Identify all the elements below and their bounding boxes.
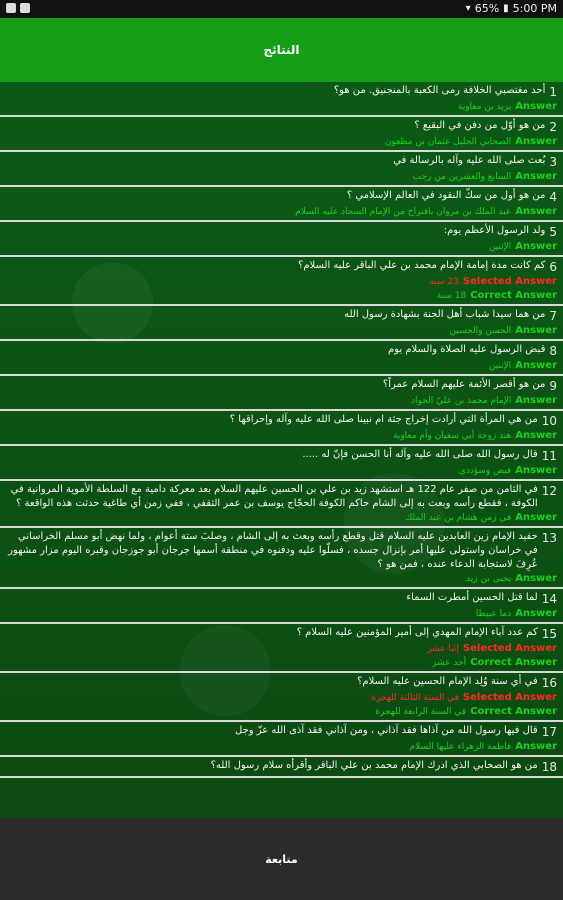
answer-row — [6, 359, 557, 373]
question-line — [6, 675, 557, 691]
question-text: قال رسول الله صلى الله عليه وآله أنا الحسن فإنّ له ..... — [302, 449, 538, 460]
selected-answer-row — [6, 275, 557, 289]
answer-label: Answer — [515, 360, 557, 371]
question-number: 7 — [549, 309, 557, 323]
answer-row — [6, 429, 557, 443]
question-line — [6, 724, 557, 740]
question-text: أحد مغتصبي الخلافة رمى الكعبة بالمنجنيق. من هو؟ — [333, 85, 546, 96]
correct-answer-value: أحد عشر — [432, 658, 467, 668]
answer-label: Answer — [515, 608, 557, 619]
correct-answer-value: في السنة الرابعة للهجرة — [375, 707, 467, 717]
question-line — [6, 626, 557, 642]
question-line — [6, 483, 557, 511]
correct-answer-row — [6, 705, 557, 719]
question-number: 5 — [549, 225, 557, 239]
question-item — [0, 257, 563, 306]
page-title: النتائج — [263, 43, 300, 57]
answer-label: Answer — [515, 741, 557, 752]
answer-label: Answer — [515, 512, 557, 523]
answer-value: دما عبيطا — [475, 609, 512, 619]
question-text: ولد الرسول الأعظم يوم: — [443, 225, 546, 236]
answer-row — [6, 511, 557, 525]
answer-row — [6, 205, 557, 219]
question-text: في الثامن من صفر عام 122 هـ استشهد زيد بن علي بن الحسين عليهم السلام بعد معركة دامية مع السلطة الأموية المروانية في الكوفة ، فقطع رأسه وبعث به إلى الشام حاكم الكوفة الحجّاج يوسف بن عمر الثقفي ، ففي زمن أي طاغية حدثت هذه الواقعة ؟ — [10, 484, 538, 509]
question-line — [6, 308, 557, 324]
notification-icon — [20, 3, 30, 13]
question-line — [6, 259, 557, 275]
correct-answer-label: Correct Answer — [470, 290, 557, 301]
question-item — [0, 376, 563, 411]
continue-button[interactable]: متابعة — [265, 852, 298, 866]
question-text: لما قتل الحسين أمطرت السماء — [406, 592, 538, 603]
answer-value: في زمن هشام بن عبد الملك — [404, 513, 512, 523]
question-item — [0, 446, 563, 481]
answer-value: فيض وسؤددي — [458, 466, 512, 476]
question-number: 2 — [549, 120, 557, 134]
notification-icons — [6, 3, 30, 13]
answer-row — [6, 170, 557, 184]
answer-value: الحسن والحسين — [449, 326, 512, 336]
answer-value: فاطمة الزهراء عليها السلام — [409, 742, 512, 752]
question-line — [6, 448, 557, 464]
selected-answer-label: Selected Answer — [462, 276, 557, 287]
question-item — [0, 411, 563, 446]
selected-answer-label: Selected Answer — [462, 643, 557, 654]
notification-icon — [6, 3, 16, 13]
question-number: 14 — [541, 592, 557, 606]
answer-label: Answer — [515, 430, 557, 441]
question-text: من هو أول من سكّ النقود في العالم الإسلامي ؟ — [346, 190, 546, 201]
clock: 5:00 PM — [512, 2, 557, 15]
question-number: 8 — [549, 344, 557, 358]
selected-answer-row — [6, 642, 557, 656]
question-item — [0, 152, 563, 187]
question-item — [0, 528, 563, 589]
question-line — [6, 591, 557, 607]
selected-answer-label: Selected Answer — [462, 692, 557, 703]
question-number: 18 — [541, 760, 557, 774]
question-number: 1 — [549, 85, 557, 99]
question-number: 3 — [549, 155, 557, 169]
question-text: كم كانت مدة إمامة الإمام محمد بن علي الباقر عليه السلام؟ — [298, 260, 546, 271]
question-number: 16 — [541, 676, 557, 690]
question-number: 17 — [541, 725, 557, 739]
answer-row — [6, 607, 557, 621]
answer-value: الصحابي الجليل عثمان بن مظعون — [384, 137, 512, 147]
bottom-bar — [0, 818, 563, 900]
answer-row — [6, 394, 557, 408]
question-item — [0, 341, 563, 376]
question-item — [0, 306, 563, 341]
question-text: من هي المرأة التي أرادت إخراج جثة ام نبينا صلى الله عليه وآله وإحراقها ؟ — [229, 414, 538, 425]
selected-answer-value: 23 سنة — [429, 277, 459, 287]
question-number: 11 — [541, 449, 557, 463]
question-text: من هو أوّل من دفن في البقيع ؟ — [414, 120, 546, 131]
question-line — [6, 759, 557, 775]
answer-row — [6, 324, 557, 338]
battery-icon: ▮ — [503, 3, 509, 14]
answer-value: السابع والعشرين من رجب — [412, 172, 512, 182]
question-item — [0, 481, 563, 528]
correct-answer-row — [6, 289, 557, 303]
selected-answer-value: في السنة الثالثة للهجرة — [371, 693, 459, 703]
answer-value: يحيى بن زيد — [466, 574, 512, 584]
answer-value: هند زوجة أبي سفيان وأم معاوية — [392, 431, 512, 441]
question-line — [6, 378, 557, 394]
question-item — [0, 722, 563, 757]
question-text: من هو أقصر الأئمة عليهم السلام عمراً؟ — [382, 379, 546, 390]
question-text: حفيد الإمام زين العابدين عليه السلام قتل وقطع رأسه وبعث به إلى الشام ، وصلبَ ستة أعوام ، ولما نهض أبو مسلم الخراساني في خراسان واستولى عليها أمر بإنزال جسده ، فسلّوا عليه ودفنوه في منطقة أسمها جرجان أبو جوزجان وقبره اليوم مزار مشهور عُرِفَ لاستجابة الدعاء عنده ، فمن هو ؟ — [8, 531, 538, 570]
question-item — [0, 82, 563, 117]
question-number: 12 — [541, 484, 557, 498]
question-line — [6, 119, 557, 135]
answer-label: Answer — [515, 573, 557, 584]
answer-value: الإثنين — [488, 242, 512, 252]
answer-label: Answer — [515, 101, 557, 112]
correct-answer-label: Correct Answer — [470, 706, 557, 717]
answer-label: Answer — [515, 136, 557, 147]
answer-label: Answer — [515, 206, 557, 217]
question-number: 6 — [549, 260, 557, 274]
question-text: في أي سنة وُلِد الإمام الحسين عليه السلام؟ — [357, 676, 538, 687]
question-item — [0, 222, 563, 257]
question-number: 13 — [541, 531, 557, 545]
question-text: من هما سيدا شباب أهل الجنة بشهادة رسول الله — [344, 309, 546, 320]
question-item — [0, 589, 563, 624]
question-line — [6, 84, 557, 100]
question-item — [0, 624, 563, 673]
question-text: قال فيها رسول الله من آذاها فقد آذاني ، ومن آذاني فقد آذى الله عزّ وجل — [234, 725, 538, 736]
results-list[interactable] — [0, 82, 563, 818]
question-line — [6, 224, 557, 240]
question-text: بُعث صلى الله عليه وآله بالرسالة في — [393, 155, 546, 166]
question-line — [6, 154, 557, 170]
answer-label: Answer — [515, 395, 557, 406]
answer-value: عبد الملك بن مروان باقتراح من الإمام السجاد عليه السلام — [295, 207, 512, 217]
question-number: 10 — [541, 414, 557, 428]
answer-label: Answer — [515, 171, 557, 182]
question-text: من هو الصحابي الذي ادرك الإمام محمد بن علي الباقر وأقرأه سلام رسول الله؟ — [210, 760, 538, 771]
answer-label: Answer — [515, 241, 557, 252]
answer-label: Answer — [515, 325, 557, 336]
correct-answer-row — [6, 656, 557, 670]
answer-row — [6, 572, 557, 586]
answer-row — [6, 100, 557, 114]
question-number: 4 — [549, 190, 557, 204]
correct-answer-value: 18 سنة — [436, 291, 467, 301]
answer-row — [6, 135, 557, 149]
answer-value: يزيد بن معاوية — [457, 102, 512, 112]
battery-percent: 65% — [474, 2, 500, 15]
selected-answer-value: إثنا عشر — [427, 644, 459, 654]
answer-row — [6, 740, 557, 754]
status-right — [466, 2, 557, 15]
answer-row — [6, 240, 557, 254]
question-line — [6, 189, 557, 205]
answer-label: Answer — [515, 465, 557, 476]
question-item — [0, 187, 563, 222]
question-number: 15 — [541, 627, 557, 641]
selected-answer-row — [6, 691, 557, 705]
answer-value: الإمام محمد بن عليّ الجواد — [411, 396, 512, 406]
answer-row — [6, 464, 557, 478]
question-text: قبض الرسول عليه الصلاة والسلام يوم — [388, 344, 546, 355]
question-text: كم عدد آباء الإمام المهدي إلى أمير المؤمنين عليه السلام ؟ — [296, 627, 538, 638]
question-line — [6, 413, 557, 429]
question-item — [0, 117, 563, 152]
question-item — [0, 673, 563, 722]
correct-answer-label: Correct Answer — [470, 657, 557, 668]
app-header — [0, 18, 563, 82]
status-bar — [0, 0, 563, 18]
answer-value: الإثنين — [488, 361, 512, 371]
question-item — [0, 757, 563, 778]
question-number: 9 — [549, 379, 557, 393]
wifi-icon: ▾ — [465, 3, 471, 14]
question-line — [6, 343, 557, 359]
question-line — [6, 530, 557, 572]
